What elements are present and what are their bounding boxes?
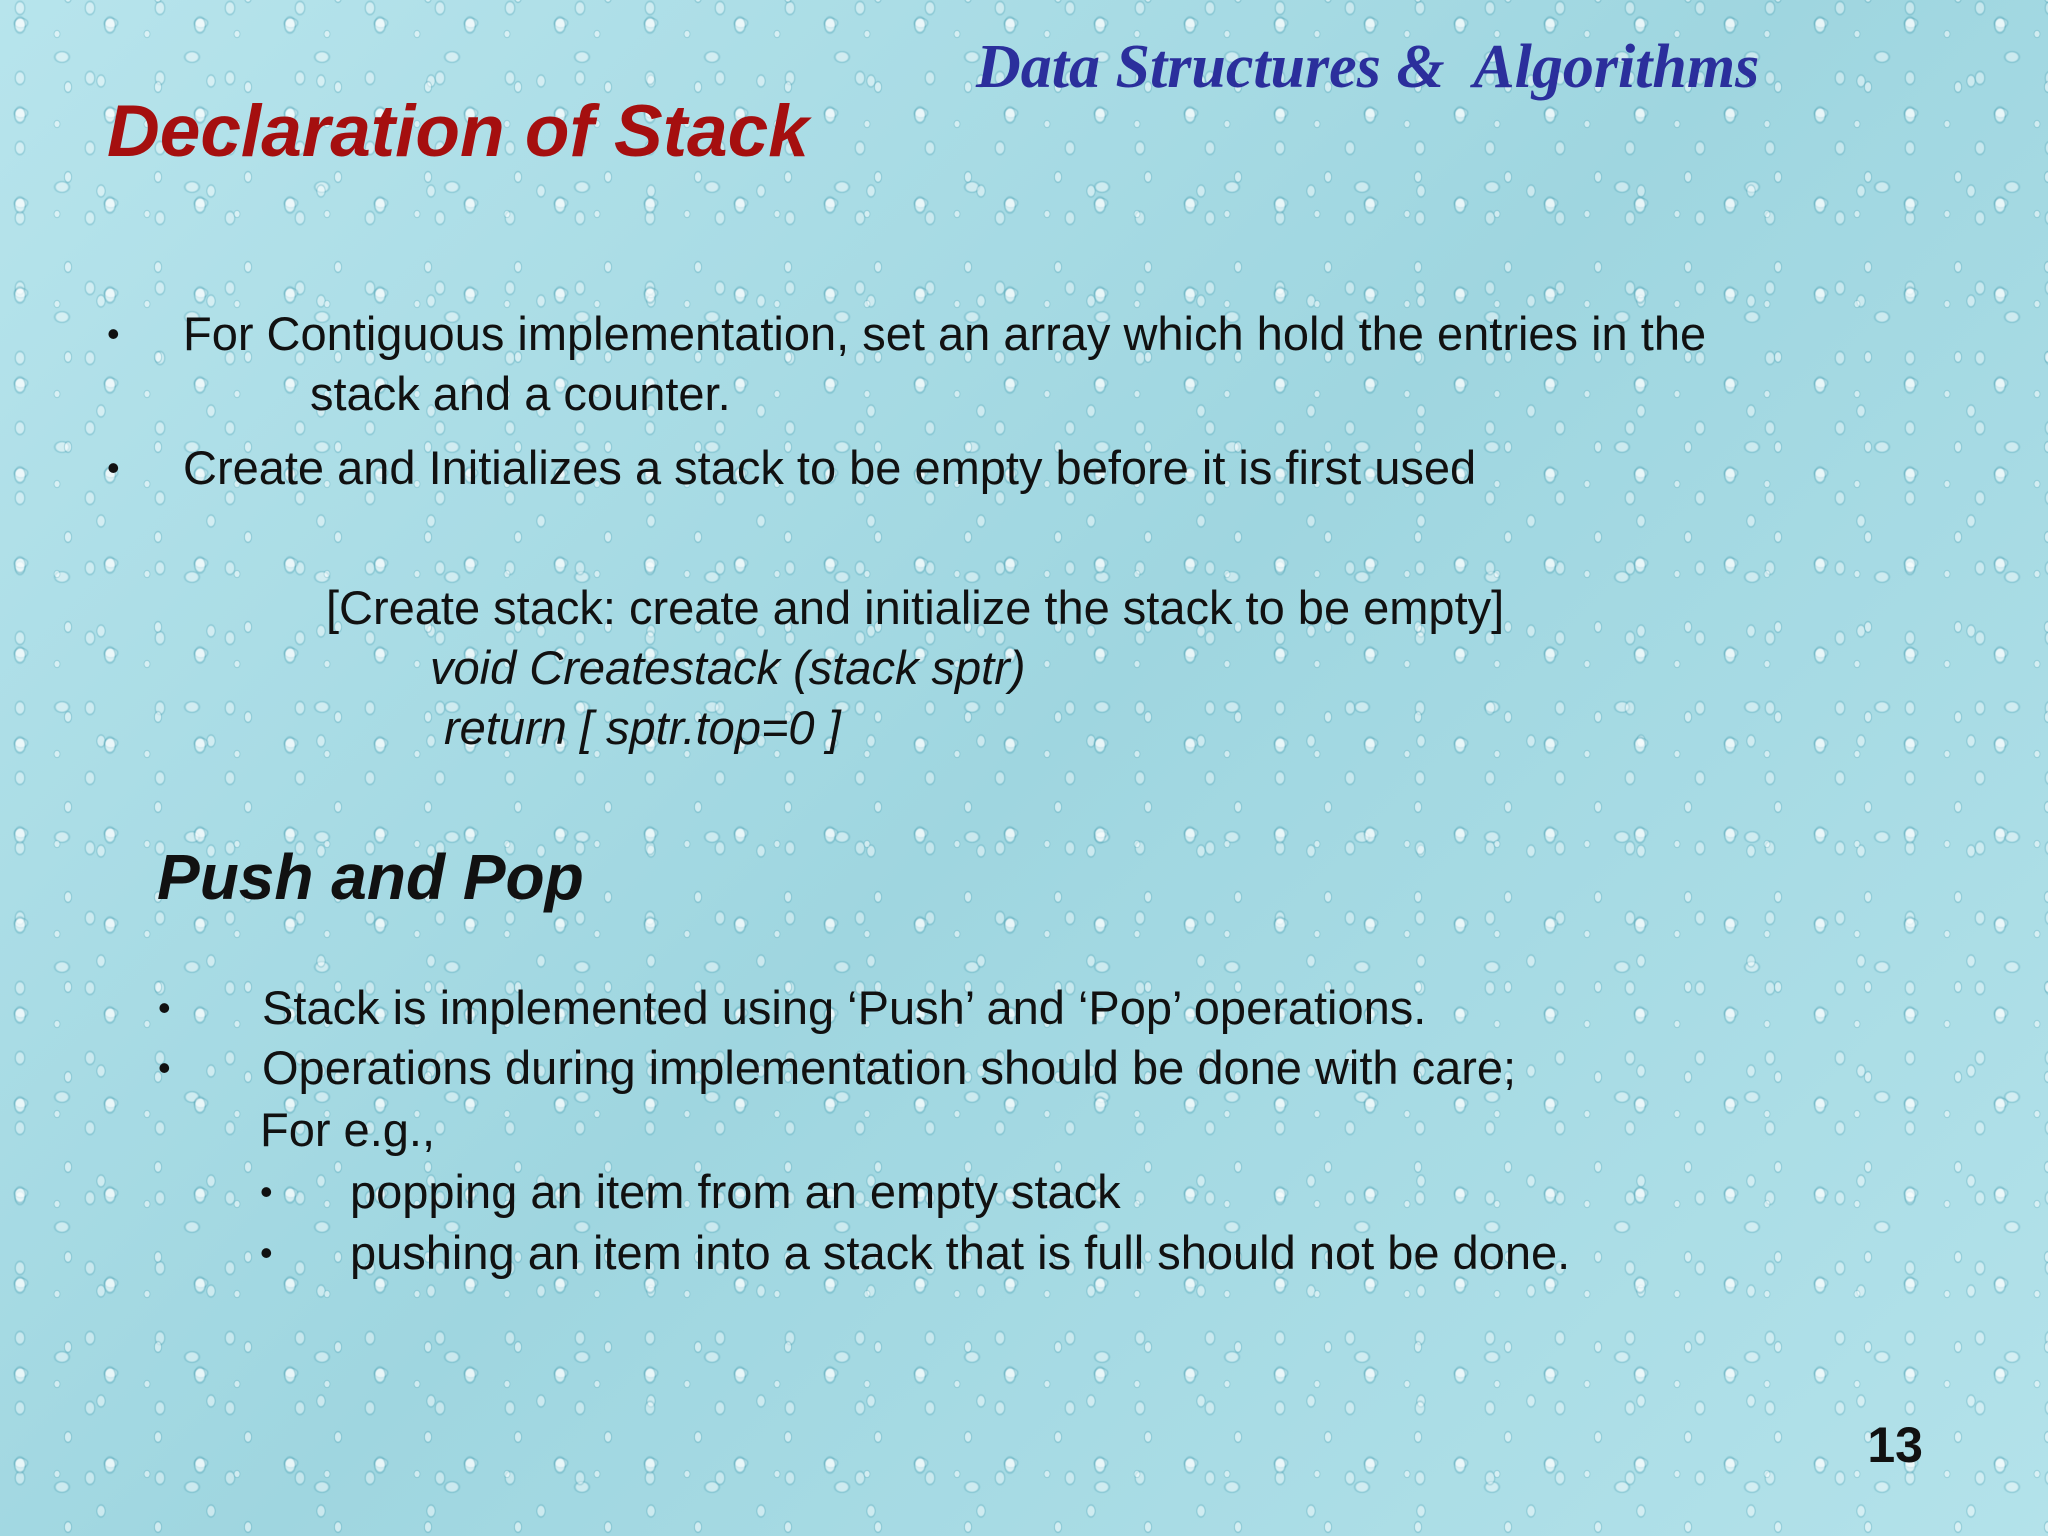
bullet-marker: • bbox=[107, 313, 120, 354]
bullet-marker: • bbox=[158, 1047, 171, 1088]
code-signature: void Createstack (stack sptr) bbox=[430, 641, 1026, 694]
page-number: 13 bbox=[1867, 1417, 1923, 1473]
course-title: Data Structures & Algorithms bbox=[976, 33, 1760, 101]
example-intro: For e.g., bbox=[260, 1103, 436, 1156]
slide-title: Declaration of Stack bbox=[107, 91, 809, 172]
bullet-text: Create and Initializes a stack to be empty before it is first used bbox=[183, 441, 1477, 494]
sub-bullet-marker: • bbox=[260, 1232, 273, 1273]
section-title: Push and Pop bbox=[157, 841, 584, 913]
bullet-text: Stack is implemented using ‘Push’ and ‘Pop’ operations. bbox=[262, 981, 1427, 1034]
sub-bullet-marker: • bbox=[260, 1171, 273, 1212]
sub-bullet-text: popping an item from an empty stack bbox=[350, 1165, 1121, 1218]
bullet-text-continuation: stack and a counter. bbox=[310, 367, 731, 420]
bullet-text: For Contiguous implementation, set an array which hold the entries in the bbox=[183, 307, 1707, 360]
sub-bullet-text: pushing an item into a stack that is full should not be done. bbox=[350, 1226, 1571, 1279]
code-body: return [ sptr.top=0 ] bbox=[444, 701, 841, 754]
bullet-text: Operations during implementation should be done with care; bbox=[262, 1041, 1517, 1094]
code-comment: [Create stack: create and initialize the stack to be empty] bbox=[326, 581, 1505, 634]
bullet-marker: • bbox=[158, 987, 171, 1028]
bullet-marker: • bbox=[107, 447, 120, 488]
